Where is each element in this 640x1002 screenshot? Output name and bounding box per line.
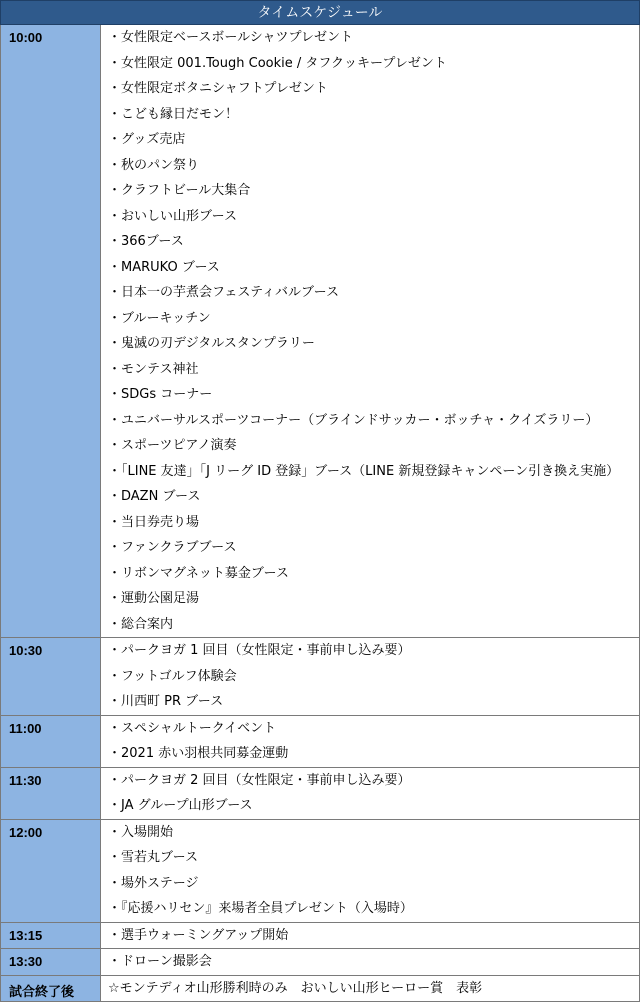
schedule-group — [0, 976, 640, 1002]
event-item: ・『応援ハリセン』来場者全員プレゼント（入場時） — [101, 896, 639, 922]
event-item: ・366ブース — [101, 229, 639, 255]
event-list — [101, 716, 640, 767]
event-list — [101, 976, 640, 1002]
event-item: ・入場開始 — [101, 820, 639, 846]
schedule-group — [0, 638, 640, 716]
event-item: ・SDGs コーナー — [101, 382, 639, 408]
schedule-title: タイムスケジュール — [0, 0, 640, 25]
event-item: ・「LINE 友達」「J リーグ ID 登録」ブース（LINE 新規登録キャンペーン引き換え実施） — [101, 459, 639, 485]
event-item: ・DAZN ブース — [101, 484, 639, 510]
schedule-group — [0, 25, 640, 638]
event-item: ・女性限定 001.Tough Cookie / タフクッキープレゼント — [101, 51, 639, 77]
time-cell: 11:00 — [0, 716, 101, 767]
schedule-group — [0, 949, 640, 976]
schedule-table — [0, 25, 640, 1002]
event-item: ・女性限定ベースボールシャツプレゼント — [101, 25, 639, 51]
event-item: ・選手ウォーミングアップ開始 — [101, 923, 639, 949]
time-cell: 10:00 — [0, 25, 101, 637]
event-list — [101, 923, 640, 949]
event-item: ・パークヨガ 2 回目（女性限定・事前申し込み要） — [101, 768, 639, 794]
event-list — [101, 25, 640, 637]
event-list — [101, 768, 640, 819]
event-list — [101, 638, 640, 715]
schedule-group — [0, 923, 640, 950]
time-cell: 11:30 — [0, 768, 101, 819]
event-item: ・ファンクラブブース — [101, 535, 639, 561]
event-item: ・パークヨガ 1 回目（女性限定・事前申し込み要） — [101, 638, 639, 664]
event-item: ・秋のパン祭り — [101, 153, 639, 179]
time-cell: 10:30 — [0, 638, 101, 715]
event-item: ・2021 赤い羽根共同募金運動 — [101, 741, 639, 767]
event-item: ・女性限定ボタニシャフトプレゼント — [101, 76, 639, 102]
event-item: ・スポーツピアノ演奏 — [101, 433, 639, 459]
schedule-group — [0, 820, 640, 923]
event-item: ・雪若丸ブース — [101, 845, 639, 871]
event-item: ・フットゴルフ体験会 — [101, 664, 639, 690]
event-item: ・スペシャルトークイベント — [101, 716, 639, 742]
time-cell: 試合終了後 — [0, 976, 101, 1002]
event-item: ・おいしい山形ブース — [101, 204, 639, 230]
event-item: ・当日券売り場 — [101, 510, 639, 536]
event-list — [101, 820, 640, 922]
event-item: ・鬼滅の刃デジタルスタンプラリー — [101, 331, 639, 357]
schedule-group — [0, 716, 640, 768]
event-item: ・運動公園足湯 — [101, 586, 639, 612]
event-item: ・こども縁日だモン！ — [101, 102, 639, 128]
time-cell: 13:15 — [0, 923, 101, 949]
event-item: ・JA グループ山形ブース — [101, 793, 639, 819]
event-item: ・日本一の芋煮会フェスティバルブース — [101, 280, 639, 306]
time-cell: 13:30 — [0, 949, 101, 975]
event-item: ・ユニバーサルスポーツコーナー（ブラインドサッカー・ボッチャ・クイズラリー） — [101, 408, 639, 434]
event-item: ・クラフトビール大集合 — [101, 178, 639, 204]
time-cell: 12:00 — [0, 820, 101, 922]
event-item: ・グッズ売店 — [101, 127, 639, 153]
event-list — [101, 949, 640, 975]
schedule-group — [0, 768, 640, 820]
event-item: ・場外ステージ — [101, 871, 639, 897]
event-item: ・MARUKO ブース — [101, 255, 639, 281]
event-item: ・総合案内 — [101, 612, 639, 638]
event-item: ☆モンテディオ山形勝利時のみ おいしい山形ヒーロー賞 表彰 — [101, 976, 639, 1002]
event-item: ・ドローン撮影会 — [101, 949, 639, 975]
event-item: ・ブルーキッチン — [101, 306, 639, 332]
event-item: ・川西町 PR ブース — [101, 689, 639, 715]
event-item: ・リボンマグネット募金ブース — [101, 561, 639, 587]
event-item: ・モンテス神社 — [101, 357, 639, 383]
